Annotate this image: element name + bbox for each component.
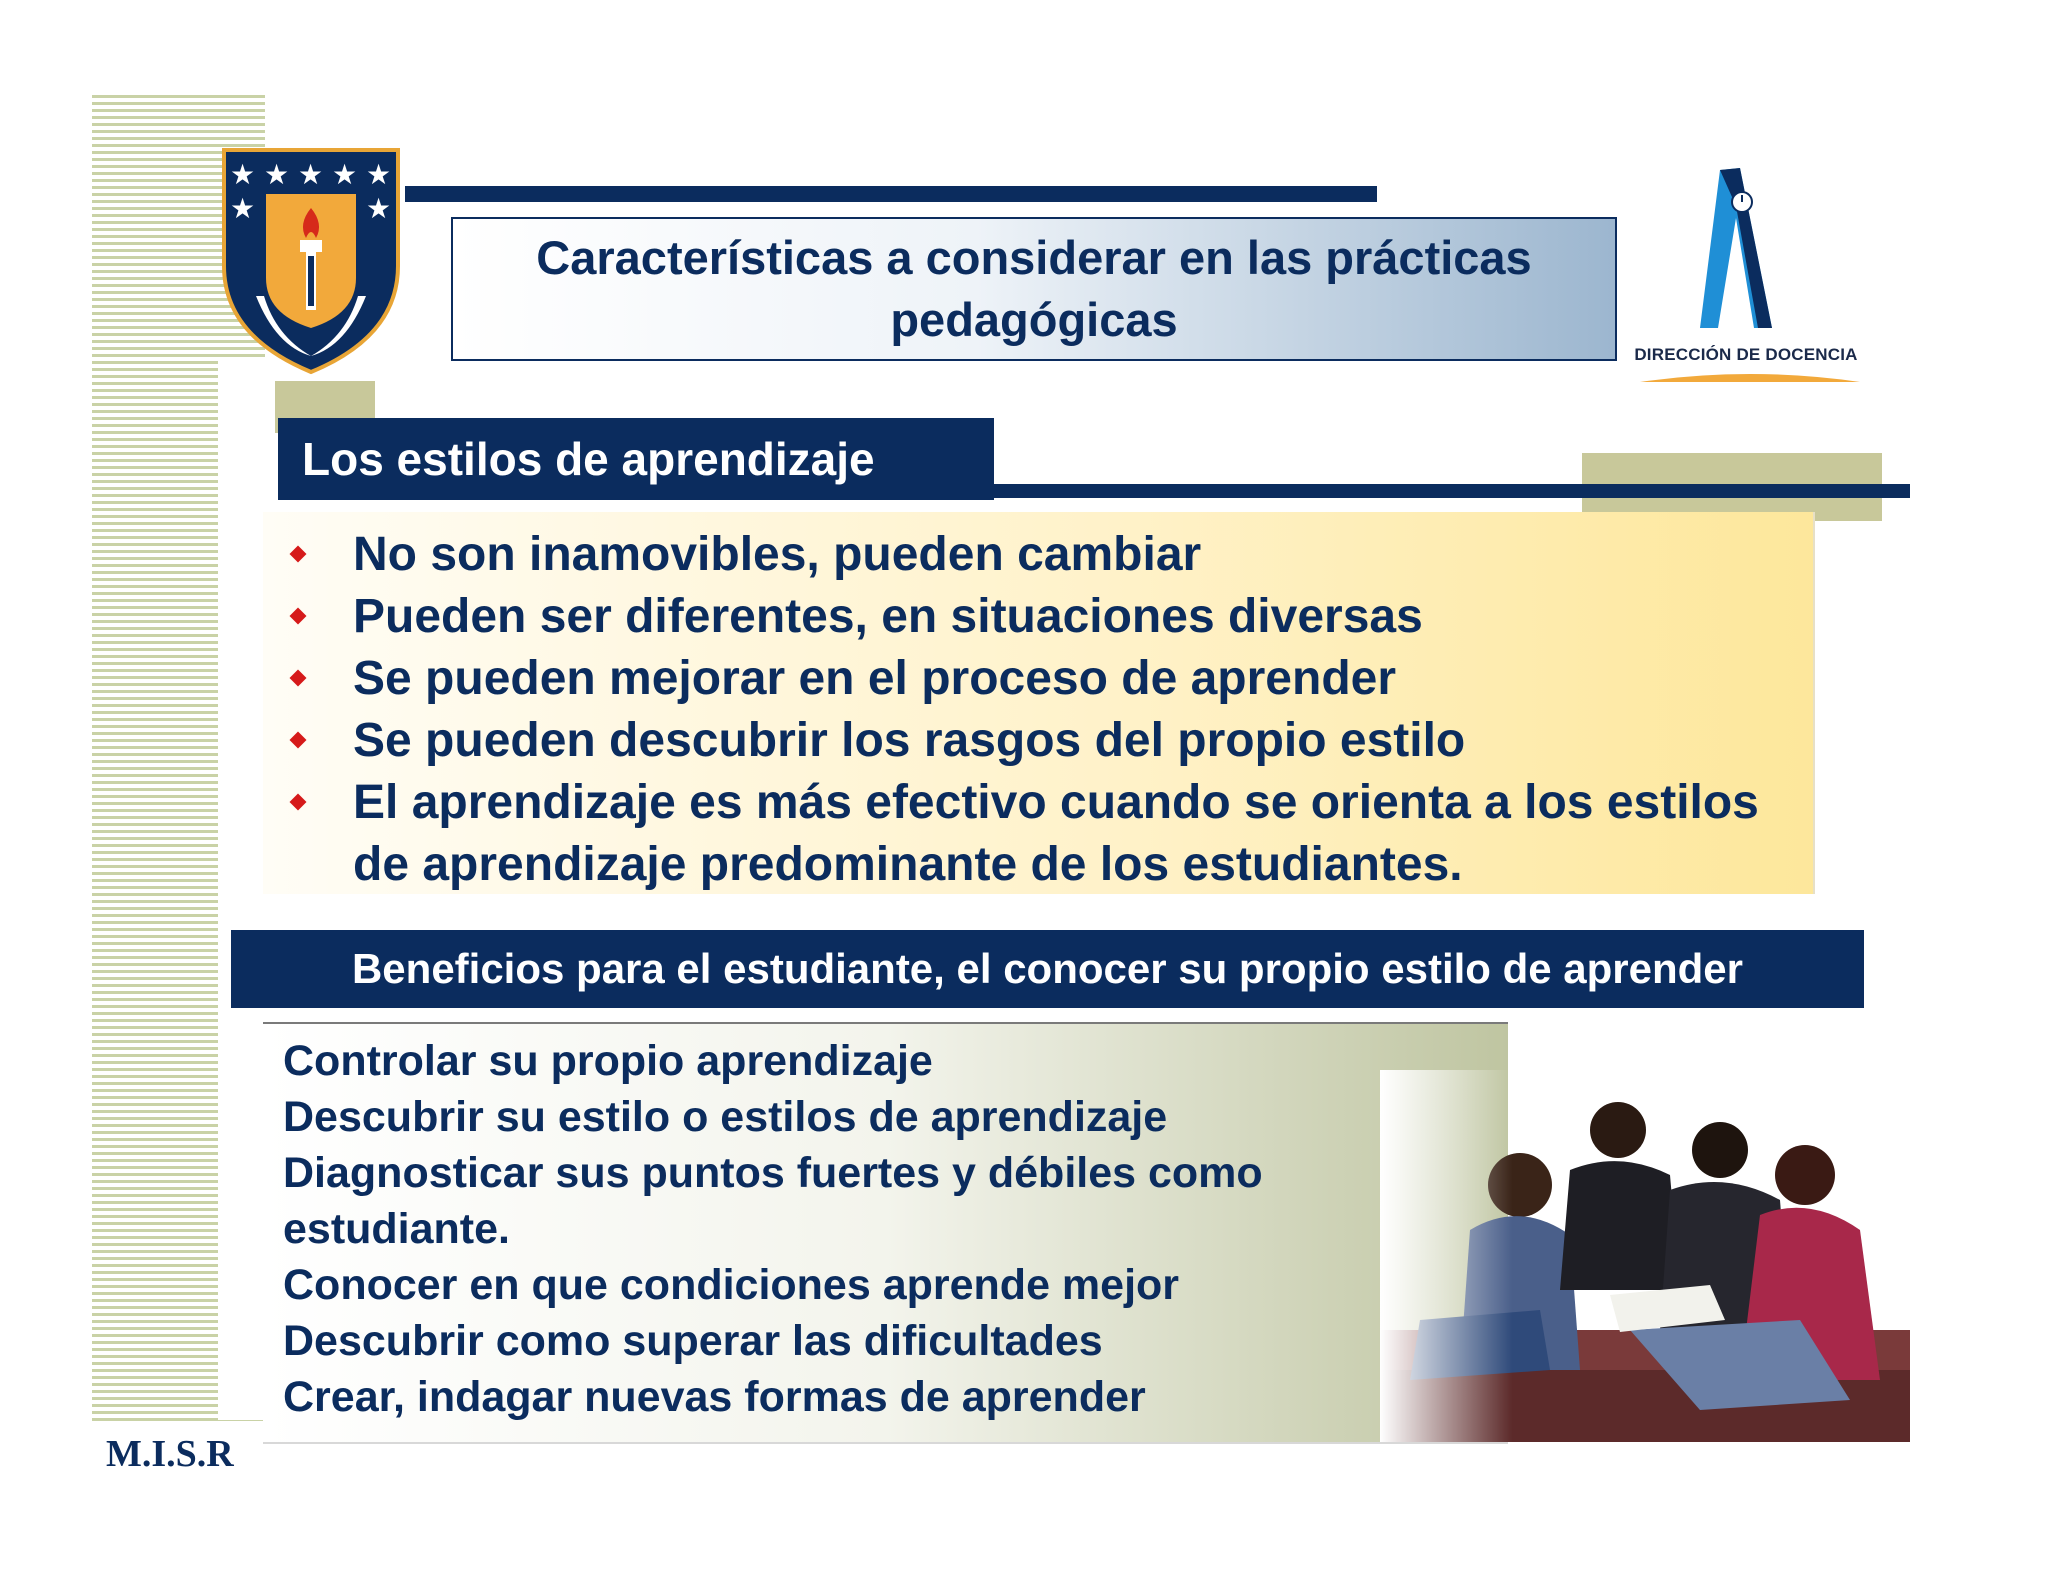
list-item: Diagnosticar sus puntos fuertes y débiles como estudiante. (283, 1149, 1263, 1253)
middle-navy-rule (994, 484, 1910, 498)
section-heading-benefits: Beneficios para el estudiante, el conocer su propio estilo de aprender (231, 930, 1864, 1008)
list-item (283, 586, 1803, 648)
svg-text:★: ★ (366, 158, 392, 191)
students-photo (1380, 1070, 1910, 1442)
author-initials: M.I.S.R (106, 1433, 234, 1475)
stripe-mask (218, 360, 268, 1420)
learning-styles-list (283, 524, 1803, 896)
list-item: Descubrir como superar las dificultades (283, 1317, 1103, 1365)
section-heading-learning-styles: Los estilos de aprendizaje (278, 418, 994, 500)
svg-text:★: ★ (264, 158, 290, 191)
diamond-bullet-icon (290, 732, 307, 749)
svg-text:★: ★ (298, 158, 324, 191)
list-item: Controlar su propio aprendizaje (283, 1037, 933, 1085)
svg-text:★: ★ (230, 192, 256, 225)
logo-caption: DIRECCIÓN DE DOCENCIA (1634, 345, 1858, 364)
svg-text:★: ★ (366, 192, 392, 225)
diamond-bullet-icon (290, 670, 307, 687)
page-title: Características a considerar en las prácticas pedagógicas (536, 231, 1532, 346)
list-item-text: El aprendizaje es más efectivo cuando se orienta a los estilos de aprendizaje predominante de los estudiantes. (353, 776, 1759, 891)
diamond-bullet-icon (290, 608, 307, 625)
list-item-text: Se pueden mejorar en el proceso de aprender (353, 652, 1397, 705)
svg-text:★: ★ (332, 158, 358, 191)
list-item-text: Pueden ser diferentes, en situaciones diversas (353, 590, 1423, 643)
list-item (283, 648, 1803, 710)
diamond-bullet-icon (290, 546, 307, 563)
list-item (283, 524, 1803, 586)
list-item (283, 772, 1803, 896)
list-item: Conocer en que condiciones aprende mejor (283, 1261, 1180, 1309)
title-box (451, 217, 1617, 361)
diamond-bullet-icon (290, 794, 307, 811)
list-item-text: Se pueden descubrir los rasgos del propio estilo (353, 714, 1466, 767)
university-crest-icon (216, 146, 406, 376)
top-navy-rule (405, 186, 1377, 202)
list-item-text: No son inamovibles, pueden cambiar (353, 528, 1202, 581)
list-item (283, 710, 1803, 772)
list-item: Descubrir su estilo o estilos de aprendizaje (283, 1093, 1168, 1141)
benefits-list (283, 1033, 1403, 1425)
list-item: Crear, indagar nuevas formas de aprender (283, 1373, 1146, 1421)
svg-text:★: ★ (230, 158, 256, 191)
logo-underline (1640, 370, 1860, 384)
